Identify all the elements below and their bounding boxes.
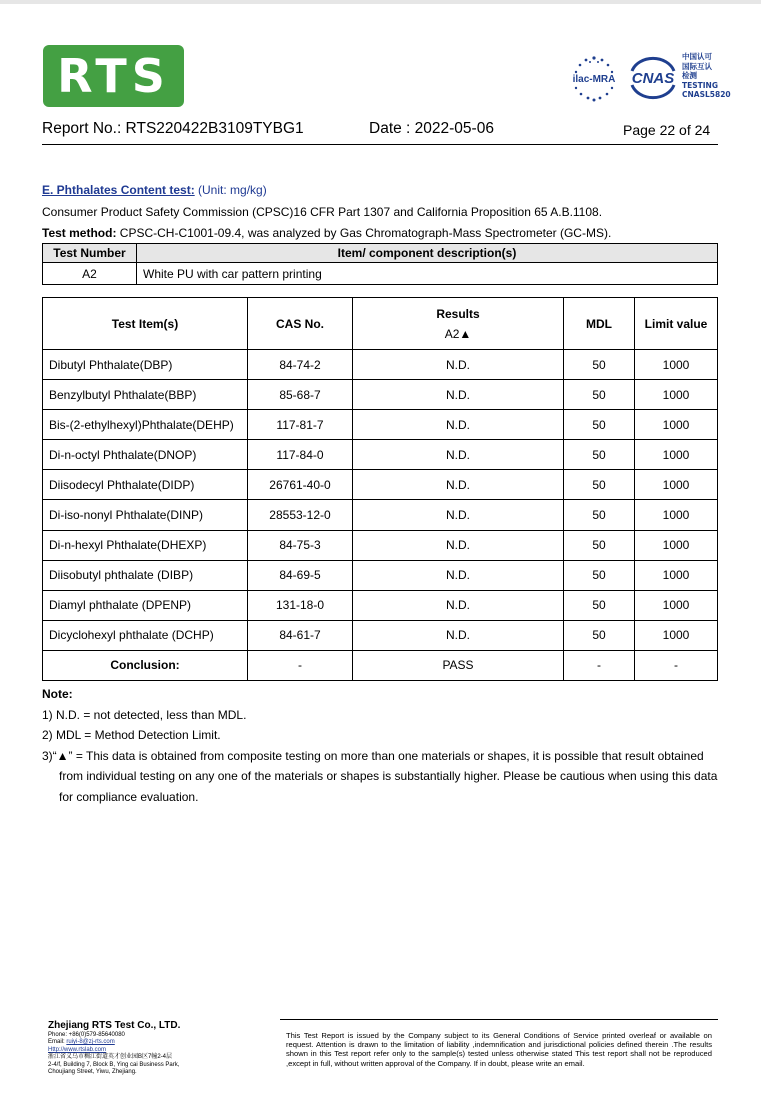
table-row xyxy=(43,410,718,440)
test-item-cell: Diisobutyl phthalate (DIBP) xyxy=(43,560,248,590)
mdl-cell: 50 xyxy=(564,410,635,440)
col-header-mdl: MDL xyxy=(564,298,635,350)
address-line: Choujiang Street, Yiwu, Zhejiang. xyxy=(48,1069,137,1076)
address-line: 2-4/f, Building 7, Block B, Ying cai Business Park, xyxy=(48,1061,180,1068)
mdl-cell: 50 xyxy=(564,620,635,650)
note-item-continued: from individual testing on any one of the materials or shapes is substantially higher. Please be cautious when using this data xyxy=(59,769,718,783)
table-row xyxy=(43,440,718,470)
cas-cell: 131-18-0 xyxy=(248,590,353,620)
page-number: Page 22 of 24 xyxy=(623,122,711,138)
results-table xyxy=(42,297,718,681)
result-cell: N.D. xyxy=(353,380,564,410)
col-header-cas: CAS No. xyxy=(248,298,353,350)
limit-cell: 1000 xyxy=(635,410,718,440)
sample-description: White PU with car pattern printing xyxy=(137,263,718,285)
col-header-test-item: Test Item(s) xyxy=(43,298,248,350)
test-item-cell: Dibutyl Phthalate(DBP) xyxy=(43,350,248,380)
logo-text: RTS xyxy=(57,49,170,103)
col-header-results xyxy=(353,298,564,350)
address-cn: 浙江省义乌市稠江街道英才创业园B区7幢2-4层 xyxy=(48,1054,173,1061)
cnas-accreditation-text xyxy=(682,52,731,100)
limit-cell: 1000 xyxy=(635,500,718,530)
note-item-continued: for compliance evaluation. xyxy=(59,789,199,804)
mdl-cell: 50 xyxy=(564,380,635,410)
test-item-cell: Di-n-octyl Phthalate(DNOP) xyxy=(43,440,248,470)
cnas-logo xyxy=(626,53,680,101)
table-row xyxy=(43,560,718,590)
result-cell: N.D. xyxy=(353,590,564,620)
cnas-line: 中国认可 xyxy=(682,52,712,61)
cas-cell: 84-61-7 xyxy=(248,620,353,650)
company-name: Zhejiang RTS Test Co., LTD. xyxy=(48,1020,181,1031)
limit-cell: 1000 xyxy=(635,590,718,620)
test-item-cell: Diamyl phthalate (DPENP) xyxy=(43,590,248,620)
website-link[interactable]: Http://www.rtslab.com xyxy=(48,1046,107,1053)
disclaimer: This Test Report is issued by the Company subject to its General Conditions of Service printed overleaf or available on request. Attention is drawn to the limitation of liability ,indemnification and jurisdictional policies defined therein .The results shown in this Test report refer only to the sample(s) tested unless otherwise stated This test report shall not be reproduced ,except in full, without written approval of the Company. If in doubt, please write an email. xyxy=(280,1019,718,1068)
limit-cell: 1000 xyxy=(635,530,718,560)
table-row xyxy=(43,380,718,410)
test-method xyxy=(42,226,611,240)
result-cell: N.D. xyxy=(353,530,564,560)
limit-cell: 1000 xyxy=(635,380,718,410)
sample-table xyxy=(42,243,718,285)
mdl-cell: 50 xyxy=(564,590,635,620)
limit-cell: 1000 xyxy=(635,560,718,590)
limit-cell: 1000 xyxy=(635,440,718,470)
header-divider xyxy=(42,144,718,145)
table-row xyxy=(43,500,718,530)
test-item-cell: Diisodecyl Phthalate(DIDP) xyxy=(43,470,248,500)
notes-title: Note: xyxy=(42,687,73,701)
limit-cell: 1000 xyxy=(635,620,718,650)
mdl-cell: 50 xyxy=(564,440,635,470)
regulation-text: Consumer Product Safety Commission (CPSC)16 CFR Part 1307 and California Proposition 65 A.B.1108. xyxy=(42,205,603,219)
cas-cell: 26761-40-0 xyxy=(248,470,353,500)
report-number: Report No.: RTS220422B3109TYBG1 xyxy=(42,120,304,137)
test-item-cell: Di-iso-nonyl Phthalate(DINP) xyxy=(43,500,248,530)
section-title xyxy=(42,183,267,197)
company-phone: Phone: +86(0)579-85640080 xyxy=(48,1032,125,1038)
cnas-line: 检测 xyxy=(682,71,697,80)
table-row xyxy=(43,530,718,560)
sample-table-header: Test Number xyxy=(43,244,137,263)
email-link[interactable]: ruiyi-8@zj-rts.com xyxy=(66,1039,115,1046)
company-info xyxy=(48,1020,180,1076)
conclusion-cas: - xyxy=(248,650,353,680)
email-label: Email: xyxy=(48,1039,67,1046)
report-date: Date : 2022-05-06 xyxy=(369,120,494,137)
note-item: 2) MDL = Method Detection Limit. xyxy=(42,728,221,742)
cnas-line: CNASL5820 xyxy=(682,90,731,99)
test-method-text: CPSC-CH-C1001-09.4, was analyzed by Gas Chromatograph-Mass Spectrometer (GC-MS). xyxy=(116,226,612,240)
mdl-cell: 50 xyxy=(564,560,635,590)
result-cell: N.D. xyxy=(353,560,564,590)
cnas-line: 国际互认 xyxy=(682,61,712,71)
sample-table-header: Item/ component description(s) xyxy=(137,244,718,263)
result-cell: N.D. xyxy=(353,410,564,440)
result-cell: N.D. xyxy=(353,500,564,530)
test-item-cell: Benzylbutyl Phthalate(BBP) xyxy=(43,380,248,410)
top-bar xyxy=(0,0,761,4)
cas-cell: 117-81-7 xyxy=(248,410,353,440)
mdl-cell: 50 xyxy=(564,470,635,500)
cas-cell: 85-68-7 xyxy=(248,380,353,410)
limit-cell: 1000 xyxy=(635,470,718,500)
mdl-cell: 50 xyxy=(564,500,635,530)
sample-number: A2 xyxy=(43,263,137,285)
note-item: 1) N.D. = not detected, less than MDL. xyxy=(42,707,247,722)
result-cell: N.D. xyxy=(353,470,564,500)
test-item-cell: Bis-(2-ethylhexyl)Phthalate(DEHP) xyxy=(43,410,248,440)
conclusion-row xyxy=(43,650,718,680)
ilac-mra-logo xyxy=(567,48,621,104)
result-cell: N.D. xyxy=(353,350,564,380)
notes xyxy=(42,684,722,807)
results-sample-label: A2▲ xyxy=(444,326,472,341)
conclusion-result: PASS xyxy=(353,650,564,680)
table-row xyxy=(43,350,718,380)
cnas-label: CNAS xyxy=(631,70,675,87)
cas-cell: 28553-12-0 xyxy=(248,500,353,530)
table-row xyxy=(43,620,718,650)
rts-logo xyxy=(43,45,184,107)
company-email xyxy=(48,1039,180,1046)
conclusion-mdl: - xyxy=(564,650,635,680)
test-item-cell: Dicyclohexyl phthalate (DCHP) xyxy=(43,620,248,650)
cas-cell: 84-69-5 xyxy=(248,560,353,590)
results-label: Results xyxy=(436,306,480,321)
cnas-line: TESTING xyxy=(682,80,718,90)
test-method-label: Test method: xyxy=(42,226,117,240)
result-cell: N.D. xyxy=(353,440,564,470)
note-item: 3)“▲” = This data is obtained from composite testing on more than one materials or shapes, it is possible that result obtained xyxy=(42,748,704,763)
result-cell: N.D. xyxy=(353,620,564,650)
table-row xyxy=(43,470,718,500)
test-item-cell: Di-n-hexyl Phthalate(DHEXP) xyxy=(43,530,248,560)
ilac-label: ilac-MRA xyxy=(572,74,616,85)
mdl-cell: 50 xyxy=(564,530,635,560)
limit-cell: 1000 xyxy=(635,350,718,380)
table-row xyxy=(43,590,718,620)
cas-cell: 84-74-2 xyxy=(248,350,353,380)
section-unit: (Unit: mg/kg) xyxy=(194,183,267,197)
section-heading: E. Phthalates Content test: xyxy=(42,183,195,197)
conclusion-limit: - xyxy=(635,650,718,680)
cas-cell: 117-84-0 xyxy=(248,440,353,470)
cas-cell: 84-75-3 xyxy=(248,530,353,560)
conclusion-label: Conclusion: xyxy=(43,650,248,680)
col-header-limit: Limit value xyxy=(635,298,718,350)
mdl-cell: 50 xyxy=(564,350,635,380)
